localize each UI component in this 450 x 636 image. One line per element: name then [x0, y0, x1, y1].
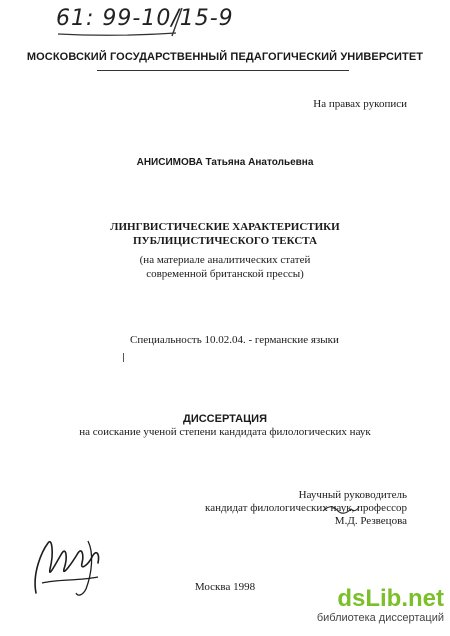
dslib-watermark [317, 586, 444, 625]
pen-tick-mark [123, 353, 124, 362]
pen-scribble [321, 501, 361, 519]
degree-line: на соискание ученой степени кандидата филологических наук [79, 426, 371, 438]
dissertation-title [0, 220, 450, 248]
specialty-line: Специальность 10.02.04. - германские языки [130, 334, 339, 346]
shelfmark-text: 61: 99-10/15-9 [56, 6, 234, 31]
shelfmark-underline [56, 6, 276, 38]
brand-logo: dsLib.net [337, 585, 444, 612]
title-line: ЛИНГВИСТИЧЕСКИЕ ХАРАКТЕРИСТИКИ [110, 221, 340, 233]
advisor-name: М.Д. Резвецова [334, 515, 407, 527]
scientific-advisor [205, 489, 407, 528]
brand-caption: библиотека диссертаций [316, 612, 444, 624]
title-line: ПУБЛИЦИСТИЧЕСКОГО ТЕКСТА [132, 235, 318, 247]
advisor-role: Научный руководитель [298, 489, 407, 501]
author-name: АНИСИМОВА Татьяна Анатольевна [136, 157, 314, 168]
handwritten-shelfmark [56, 6, 276, 38]
advisor-title: кандидат филологических наук, профессор [205, 502, 407, 514]
subtitle-line: (на материале аналитических статей [139, 254, 311, 266]
city-year: Москва 1998 [194, 581, 256, 593]
manuscript-rights-note: На правах рукописи [313, 98, 407, 110]
subtitle-line: современной британской прессы) [146, 268, 304, 280]
dissertation-subtitle [0, 253, 450, 281]
university-underline [97, 70, 349, 71]
document-type: ДИССЕРТАЦИЯ [183, 413, 267, 425]
university-name: МОСКОВСКИЙ ГОСУДАРСТВЕННЫЙ ПЕДАГОГИЧЕСКИЙ УНИВЕРСИТЕТ [26, 51, 424, 63]
